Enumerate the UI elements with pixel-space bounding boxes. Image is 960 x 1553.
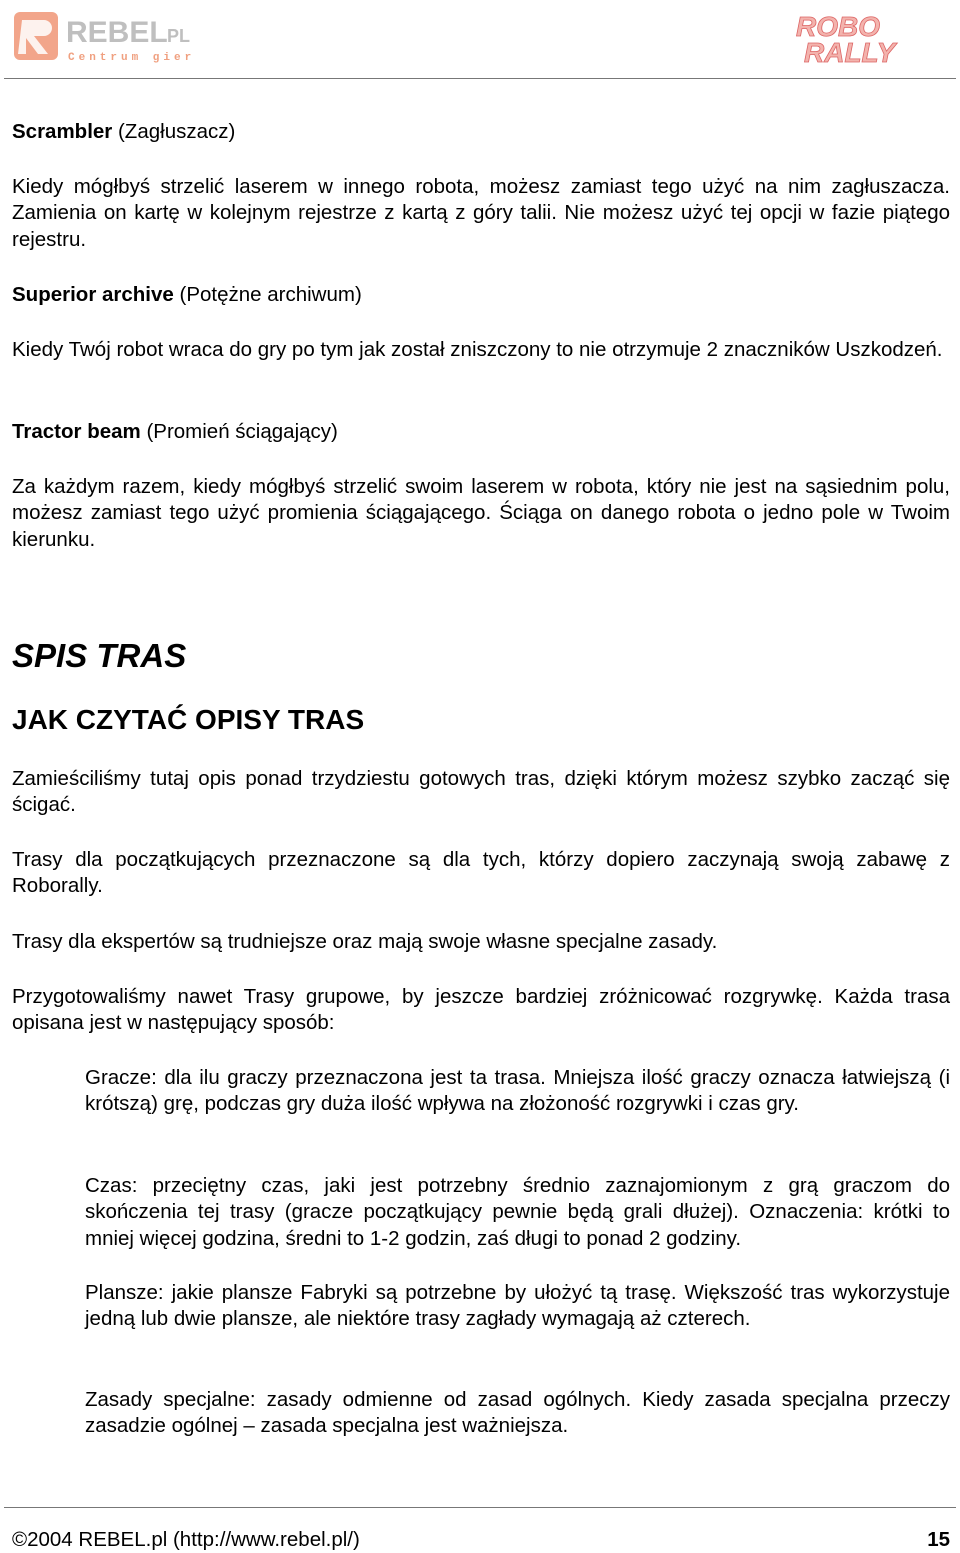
svg-text:.PL: .PL	[162, 26, 191, 46]
tractor-beam-heading: Tractor beam (Promień ściągający)	[12, 420, 338, 443]
rebel-logo	[12, 6, 212, 68]
superior-archive-paragraph: Kiedy Twój robot wraca do gry po tym jak został zniszczony to nie otrzymuje 2 znaczników Uszkodzeń.	[12, 338, 943, 361]
boards-item: Plansze: jakie plansze Fabryki są potrzebne by ułożyć tą trasę. Większość tras wykorzystuje jedną lub dwie plansze, ale niektóre trasy zagłady wymagają aż czterech.	[85, 1281, 950, 1331]
tractor-beam-paragraph: Za każdym razem, kiedy mógłbyś strzelić swoim laserem w robota, który nie jest na sąsiednim polu, możesz zamiast tego użyć promienia ściągającego. Ściąga on danego robota o jedno pole w Twoim kierunku.	[12, 475, 950, 551]
superior-archive-heading: Superior archive (Potężne archiwum)	[12, 283, 362, 306]
scrambler-heading: Scrambler (Zagłuszacz)	[12, 120, 236, 143]
beginner-paragraph: Trasy dla początkujących przeznaczone są dla tych, którzy dopiero zaczynają swoją zabawę z Roborally.	[12, 848, 950, 898]
footer-copyright: ©2004 REBEL.pl (http://www.rebel.pl/)	[12, 1528, 360, 1551]
svg-text:Centrum gier: Centrum gier	[68, 52, 196, 64]
roborally-logo	[790, 6, 950, 68]
svg-text:REBEL: REBEL	[66, 16, 168, 49]
players-item: Gracze: dla ilu graczy przeznaczona jest ta trasa. Mniejsza ilość graczy oznacza łatwiejszą (i krótszą) grę, podczas gry duża ilość wpływa na złożoność rozgrywki i czas gry.	[85, 1066, 950, 1116]
expert-paragraph: Trasy dla ekspertów są trudniejsze oraz mają swoje własne specjalne zasady.	[12, 930, 718, 953]
special-rules-item: Zasady specjalne: zasady odmienne od zasad ogólnych. Kiedy zasada specjalna przeczy zasadzie ogólnej – zasada specjalna jest ważniejsza.	[85, 1388, 950, 1438]
scrambler-paragraph: Kiedy mógłbyś strzelić laserem w innego robota, możesz zamiast tego użyć na nim zagłuszacza. Zamienia on kartę w kolejnym rejestrze z kartą z góry talii. Nie możesz użyć tej opcji w fazie piątego rejestru.	[12, 175, 950, 251]
page-header	[0, 0, 960, 80]
intro-paragraph: Zamieściliśmy tutaj opis ponad trzydziestu gotowych tras, dzięki którym możesz szybko zacząć się ścigać.	[12, 767, 950, 817]
page-number: 15	[927, 1528, 950, 1551]
svg-text:RALLY: RALLY	[804, 37, 896, 68]
svg-text:ROBO: ROBO	[796, 11, 880, 42]
section-subtitle: JAK CZYTAĆ OPISY TRAS	[12, 704, 365, 735]
footer-divider	[4, 1507, 956, 1508]
section-title: SPIS TRAS	[12, 637, 187, 674]
group-paragraph: Przygotowaliśmy nawet Trasy grupowe, by jeszcze bardziej zróżnicować rozgrywkę. Każda trasa opisana jest w następujący sposób:	[12, 985, 950, 1035]
header-divider	[4, 78, 956, 79]
time-item: Czas: przeciętny czas, jaki jest potrzebny średnio zaznajomionym z grą graczom do skończenia tej trasy (gracze początkujący pewnie będą grali dłużej). Oznaczenia: krótki to mniej więcej godzina, średni to 1-2 godzin, zaś długi to ponad 2 godziny.	[85, 1174, 950, 1250]
